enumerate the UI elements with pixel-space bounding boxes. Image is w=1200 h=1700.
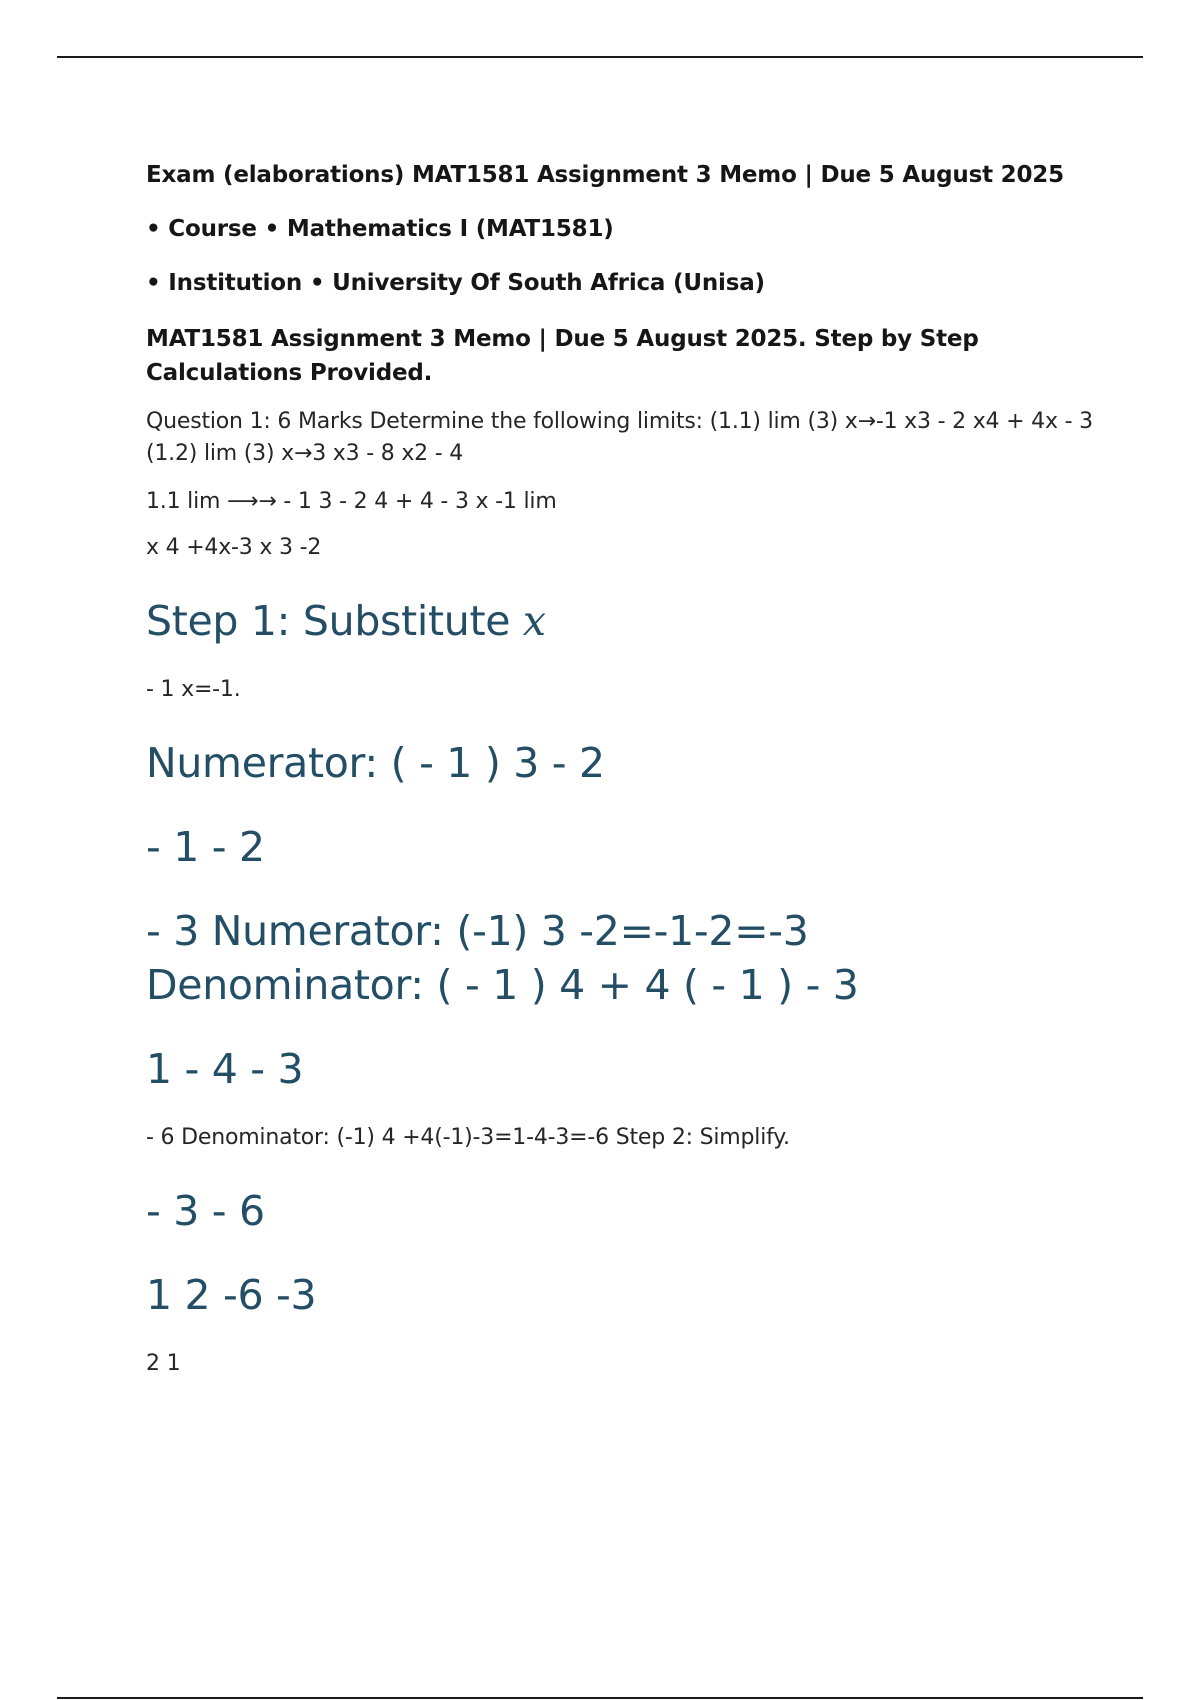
step1-heading [146,594,1096,648]
expression-2: x 4 +4x-3 x 3 -2 [146,535,322,560]
footer-text: 2 1 [146,1351,181,1376]
step1-text: - 1 x=-1. [146,677,241,702]
institution-line: • Institution • University Of South Africa (Unisa) [146,270,765,296]
document-title: Exam (elaborations) MAT1581 Assignment 3 Memo | Due 5 August 2025 [146,162,1064,188]
bottom-rule [57,1697,1143,1699]
math-line-c: 1 - 4 - 3 [146,1045,304,1093]
denominator-text: - 6 Denominator: (-1) 4 +4(-1)-3=1-4-3=-6 Step 2: Simplify. [146,1125,790,1150]
math-line-e: 1 2 -6 -3 [146,1271,317,1319]
document-body [146,160,1096,1396]
numerator-heading: Numerator: ( - 1 ) 3 - 2 [146,739,605,787]
step1-variable: x [522,597,546,645]
expression-1: 1.1 lim ⟶→ - 1 3 - 2 4 + 4 - 3 x -1 lim [146,489,557,514]
top-rule [57,56,1143,58]
math-line-a: - 1 - 2 [146,823,265,871]
math-line-d: - 3 - 6 [146,1187,265,1235]
document-subtitle: MAT1581 Assignment 3 Memo | Due 5 August 2025. Step by Step Calculations Provided. [146,326,979,386]
question-text: Question 1: 6 Marks Determine the following limits: (1.1) lim (3) x→-1 x3 - 2 x4 + 4x - 3 (1.2) lim (3) x→3 x3 - 8 x2 - 4 [146,409,1093,466]
course-line: • Course • Mathematics I (MAT1581) [146,216,614,242]
math-line-b: - 3 Numerator: (-1) 3 -2=-1-2=-3 Denominator: ( - 1 ) 4 + 4 ( - 1 ) - 3 [146,907,859,1009]
step1-heading-text: Step 1: Substitute [146,597,523,645]
